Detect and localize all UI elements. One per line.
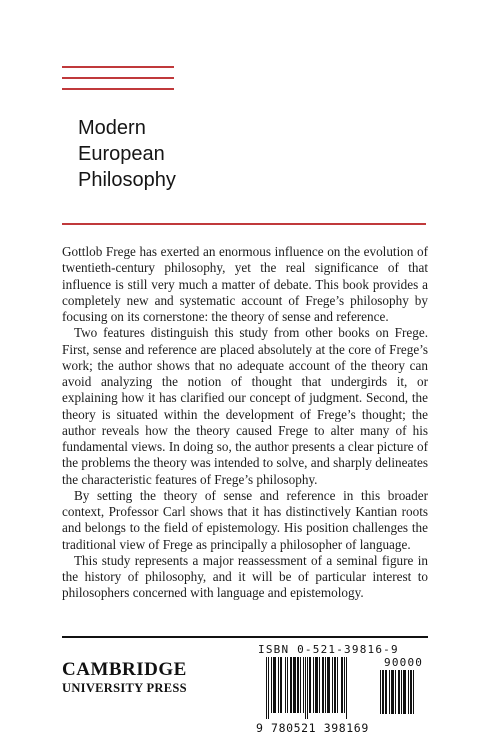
ean-barcode — [266, 657, 376, 721]
addon-barcode — [380, 670, 428, 720]
barcode-bar — [322, 657, 324, 713]
barcode-bar — [337, 657, 338, 713]
barcode-bar — [327, 657, 330, 713]
barcode-bar — [300, 657, 301, 713]
barcode-bar — [303, 657, 304, 713]
barcode-bar — [280, 657, 282, 713]
barcode-bar — [332, 657, 333, 713]
barcode-bar — [309, 657, 311, 713]
decorative-rule-1 — [62, 66, 174, 68]
ean-digits: 9 780521 398169 — [256, 721, 369, 735]
barcode-bar — [268, 657, 269, 719]
barcode-bar — [380, 670, 381, 714]
barcode-bar — [391, 670, 394, 714]
footer-divider-rule — [62, 636, 428, 638]
decorative-rule-3 — [62, 88, 174, 90]
barcode-bar — [307, 657, 308, 719]
description-paragraph-1: Gottlob Frege has exerted an enormous influence on the evolution of twentieth-century philosophy, yet the real significance of that influence is still very much a matter of debate. This book provides a completely new and systematic account of Frege’s philosophy by focusing on its cornerstone: the theory of sense and reference. — [62, 244, 428, 324]
barcode-bar — [341, 657, 343, 713]
barcode-bar — [266, 657, 267, 719]
description-paragraph-4: This study represents a major reassessment of a seminal figure in the history of philosophy, and it will be of particular interest to philosophers concerned with language and epistemology. — [62, 552, 428, 601]
barcode-bar — [334, 657, 336, 713]
barcode-bar — [305, 657, 306, 719]
publisher-subname: UNIVERSITY PRESS — [62, 681, 187, 695]
series-title-line-2: European — [78, 143, 165, 165]
barcode-bar — [319, 657, 320, 713]
description-paragraph-3: By setting the theory of sense and reference in this broader context, Professor Carl shows that it has distinctively Kantian roots and belongs to the field of epistemology. His position challenges the traditional view of Frege as principally a philosopher of language. — [62, 487, 428, 552]
isbn-label: ISBN 0-521-39816-9 — [258, 643, 399, 656]
barcode-bar — [293, 657, 296, 713]
book-description — [62, 244, 428, 602]
decorative-rule-2 — [62, 77, 174, 79]
barcode-bar — [278, 657, 279, 713]
barcode-bar — [273, 657, 276, 713]
description-paragraph-2: Two features distinguish this study from other books on Frege. First, sense and reference are placed absolutely at the core of Frege’s work; the author shows that no adequate account of the theory can avoid analyzing the notion of thought that undergirds it, or explaining how it has clarified our concept of judgment. Second, the theory is situated within the development of Frege’s thought; the author reveals how the theory caused Frege to alter many of his fundamental views. In doing so, the author presents a clear picture of the problems the theory was intended to solve, and sharply delineates the characteristic features of Frege’s philosophy. — [62, 325, 428, 487]
barcode-bar — [313, 657, 314, 713]
barcode-bar — [408, 670, 409, 714]
barcode-bar — [344, 657, 345, 713]
barcode-bar — [290, 657, 292, 713]
price-code: 90000 — [384, 656, 424, 669]
barcode-bar — [382, 670, 384, 714]
barcode-bar — [325, 657, 326, 713]
series-title-line-3: Philosophy — [78, 169, 176, 191]
barcode-bar — [413, 670, 414, 714]
barcode-bar — [385, 670, 387, 714]
barcode-bar — [297, 657, 299, 713]
barcode-bar — [271, 657, 272, 713]
series-title-line-1: Modern — [78, 117, 146, 139]
barcode-bar — [395, 670, 396, 714]
publisher-logo — [62, 660, 187, 696]
barcode-bar — [315, 657, 318, 713]
barcode-bar — [346, 657, 347, 719]
series-title — [78, 115, 176, 193]
barcode-bar — [398, 670, 400, 714]
publisher-name: CAMBRIDGE — [62, 659, 187, 680]
title-divider-rule — [62, 223, 426, 225]
barcode-bar — [389, 670, 390, 714]
barcode-bar — [401, 670, 402, 714]
barcode-bar — [410, 670, 412, 714]
barcode-bar — [403, 670, 406, 714]
barcode-bar — [287, 657, 288, 713]
barcode-bar — [285, 657, 286, 713]
